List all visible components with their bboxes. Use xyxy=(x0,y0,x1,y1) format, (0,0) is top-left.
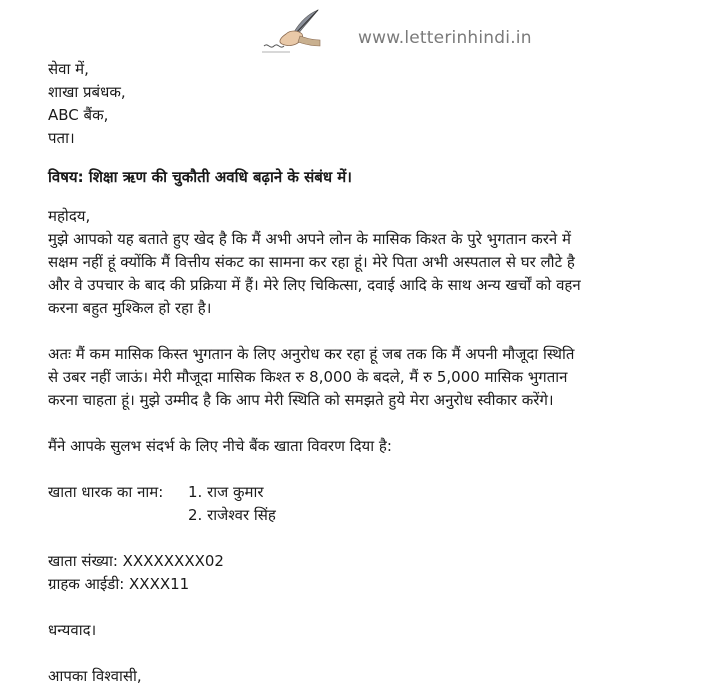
paragraph-2 xyxy=(48,343,700,412)
paragraph-line: करना चाहता हूं। मुझे उम्मीद है कि आप मेरी स्थिति को समझते हुये मेरा अनुरोध स्वीकार करेंगे। xyxy=(48,391,554,409)
address-line: ABC बैंक, xyxy=(48,106,109,124)
account-holder-name: 2. राजेश्वर सिंह xyxy=(188,506,276,524)
address-line: शाखा प्रबंधक, xyxy=(48,83,126,101)
paragraph-line: मुझे आपको यह बताते हुए खेद है कि मैं अभी अपने लोन के मासिक किश्त के पुरे भुगतान करने में xyxy=(48,230,571,248)
paragraph-3: मैंने आपके सुलभ संदर्भ के लिए नीचे बैंक खाता विवरण दिया है: xyxy=(48,437,392,455)
paragraph-line: अतः मैं कम मासिक किस्त भुगतान के लिए अनुरोध कर रहा हूं जब तक कि मैं अपनी मौजूदा स्थिति xyxy=(48,345,575,363)
address-line: पता। xyxy=(48,129,75,147)
paragraph-line: से उबर नहीं जाऊं। मेरी मौजूदा मासिक किश्त रु 8,000 के बदले, मैं रु 5,000 मासिक भुगतान xyxy=(48,368,568,386)
subject-line: विषय: शिक्षा ऋण की चुकौती अवधि बढ़ाने के संबंध में। xyxy=(48,168,352,186)
salutation: महोदय, xyxy=(48,207,91,225)
paragraph-line: करना बहुत मुश्किल हो रहा है। xyxy=(48,299,212,317)
account-number: खाता संख्या: XXXXXXXX02 xyxy=(48,552,224,570)
hand-writing-quill-icon xyxy=(260,8,324,58)
account-holder-row xyxy=(48,481,700,527)
address-line: सेवा में, xyxy=(48,60,89,78)
paragraph-1 xyxy=(48,228,700,320)
letter-body xyxy=(48,58,700,688)
closing-line: आपका विश्वासी, xyxy=(48,667,142,685)
paragraph-line: और वे उपचार के बाद की प्रक्रिया में हैं। मेरे लिए चिकित्सा, दवाई आदि के साथ अन्य खर्चों को वहन xyxy=(48,276,581,294)
account-holder-name: 1. राज कुमार xyxy=(188,483,264,501)
customer-id: ग्राहक आईडी: XXXX11 xyxy=(48,575,190,593)
thanks-line: धन्यवाद। xyxy=(48,621,97,639)
recipient-address xyxy=(48,58,700,150)
account-holder-list xyxy=(188,481,276,527)
site-url: www.letterinhindi.in xyxy=(358,28,532,48)
paragraph-line: सक्षम नहीं हूं क्योंकि मैं वित्तीय संकट का सामना कर रहा हूं। मेरे पिता अभी अस्पताल से घर लौटे है xyxy=(48,253,575,271)
account-holder-label: खाता धारक का नाम: xyxy=(48,483,164,501)
